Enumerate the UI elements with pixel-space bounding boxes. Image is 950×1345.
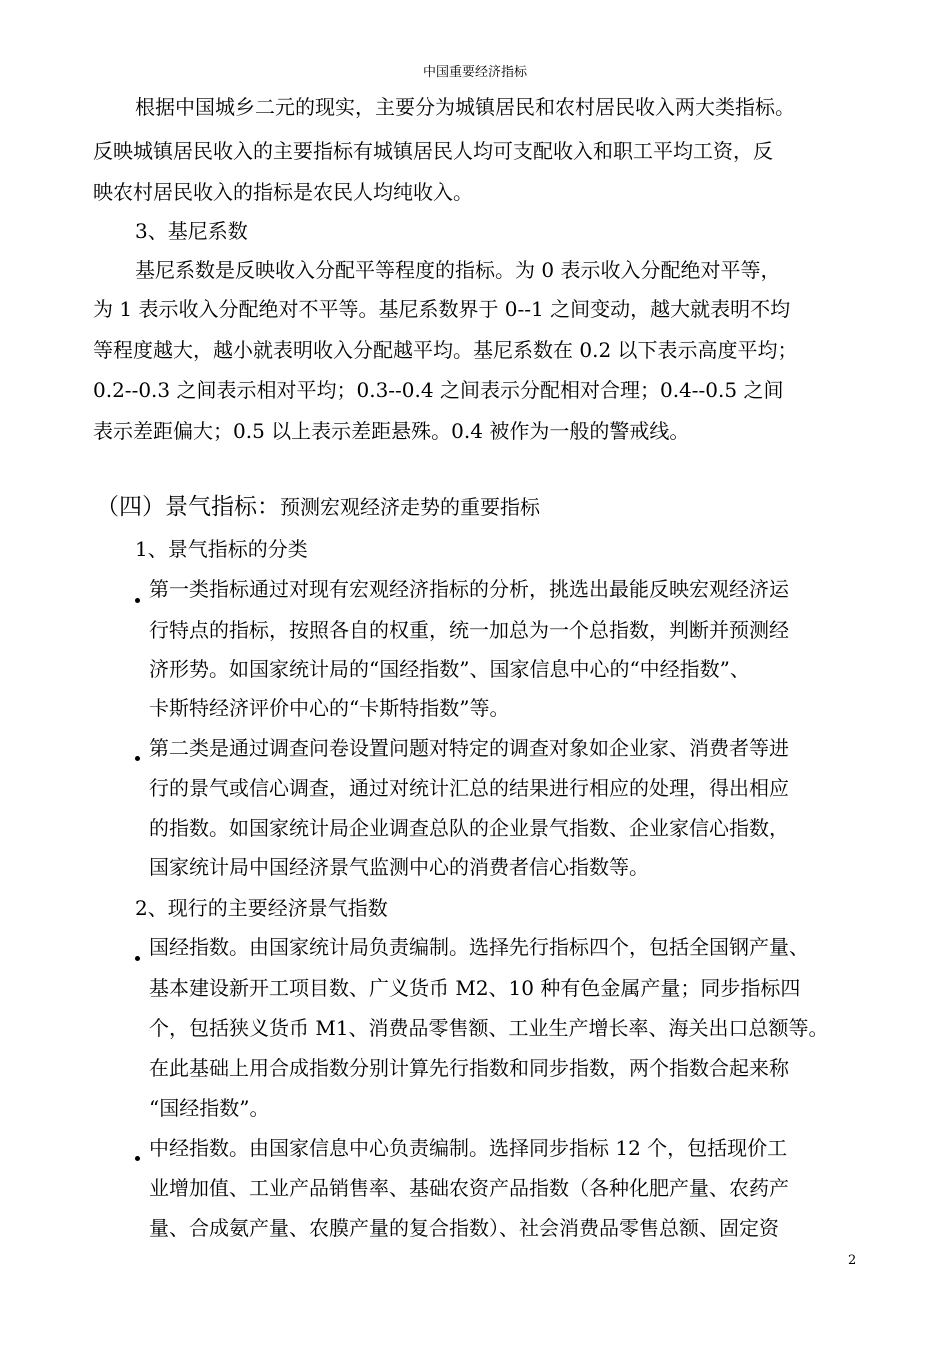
section-heading-sub: 预测宏观经济走势的重要指标 xyxy=(280,495,540,519)
bullet-line: 第一类指标通过对现有宏观经济指标的分析，挑选出最能反映宏观经济运 xyxy=(149,577,789,601)
bullet-line: 中经指数。由国家信息中心负责编制。选择同步指标 12 个，包括现价工 xyxy=(149,1136,788,1160)
paragraph-line: 映农村居民收入的指标是农民人均纯收入。 xyxy=(93,180,473,204)
bullet-line: 国家统计局中国经济景气监测中心的消费者信心指数等。 xyxy=(149,855,649,879)
bullet-line: 济形势。如国家统计局的“国经指数”、国家信息中心的“中经指数”、 xyxy=(149,657,750,681)
bullet-line: 行特点的指标，按照各自的权重，统一加总为一个总指数，判断并预测经 xyxy=(149,618,789,642)
bullet-line: “国经指数”。 xyxy=(149,1096,270,1120)
paragraph-line: 0.2--0.3 之间表示相对平均；0.3--0.4 之间表示分配相对合理；0.4--0.5 之间 xyxy=(93,378,784,402)
page-header: 中国重要经济指标 xyxy=(422,65,527,80)
bullet-line: 卡斯特经济评价中心的“卡斯特指数”等。 xyxy=(149,696,510,720)
bullet-line: 在此基础上用合成指数分别计算先行指数和同步指数，两个指数合起来称 xyxy=(149,1056,789,1080)
section-title-gini: 3、基尼系数 xyxy=(135,219,248,243)
bullet-point xyxy=(135,598,140,603)
bullet-point xyxy=(135,1156,140,1161)
paragraph-line: 表示差距偏大；0.5 以上表示差距悬殊。0.4 被作为一般的警戒线。 xyxy=(93,419,690,443)
subsection-title: 2、现行的主要经济景气指数 xyxy=(135,896,388,920)
paragraph-line: 根据中国城乡二元的现实，主要分为城镇居民和农村居民收入两大类指标。 xyxy=(135,95,795,119)
bullet-line: 的指数。如国家统计局企业调查总队的企业景气指数、企业家信心指数， xyxy=(149,816,789,840)
bullet-line: 量、合成氨产量、农膜产量的复合指数）、社会消费品零售总额、固定资 xyxy=(149,1216,779,1240)
paragraph-line: 为 1 表示收入分配绝对不平等。基尼系数界于 0--1 之间变动，越大就表明不均 xyxy=(93,297,791,321)
section-heading xyxy=(96,492,540,524)
page-number: 2 xyxy=(848,1253,857,1268)
paragraph-line: 反映城镇居民收入的主要指标有城镇居民人均可支配收入和职工平均工资，反 xyxy=(93,139,773,163)
paragraph-line: 基尼系数是反映收入分配平等程度的指标。为 0 表示收入分配绝对平等， xyxy=(135,258,781,282)
section-heading-main: （四）景气指标： xyxy=(96,494,280,520)
bullet-line: 基本建设新开工项目数、广义货币 M2、10 种有色金属产量；同步指标四 xyxy=(149,976,801,1000)
bullet-point xyxy=(135,756,140,761)
bullet-line: 业增加值、工业产品销售率、基础农资产品指数（各种化肥产量、农药产 xyxy=(149,1176,789,1200)
bullet-line: 国经指数。由国家统计局负责编制。选择先行指标四个，包括全国钢产量、 xyxy=(149,935,809,959)
bullet-line: 行的景气或信心调查，通过对统计汇总的结果进行相应的处理，得出相应 xyxy=(149,776,789,800)
bullet-line: 第二类是通过调查问卷设置问题对特定的调查对象如企业家、消费者等进 xyxy=(149,736,789,760)
bullet-line: 个，包括狭义货币 M1、消费品零售额、工业生产增长率、海关出口总额等。 xyxy=(149,1016,829,1040)
paragraph-line: 等程度越大，越小就表明收入分配越平均。基尼系数在 0.2 以下表示高度平均； xyxy=(93,338,798,362)
subsection-title: 1、景气指标的分类 xyxy=(135,537,308,561)
bullet-point xyxy=(135,956,140,961)
